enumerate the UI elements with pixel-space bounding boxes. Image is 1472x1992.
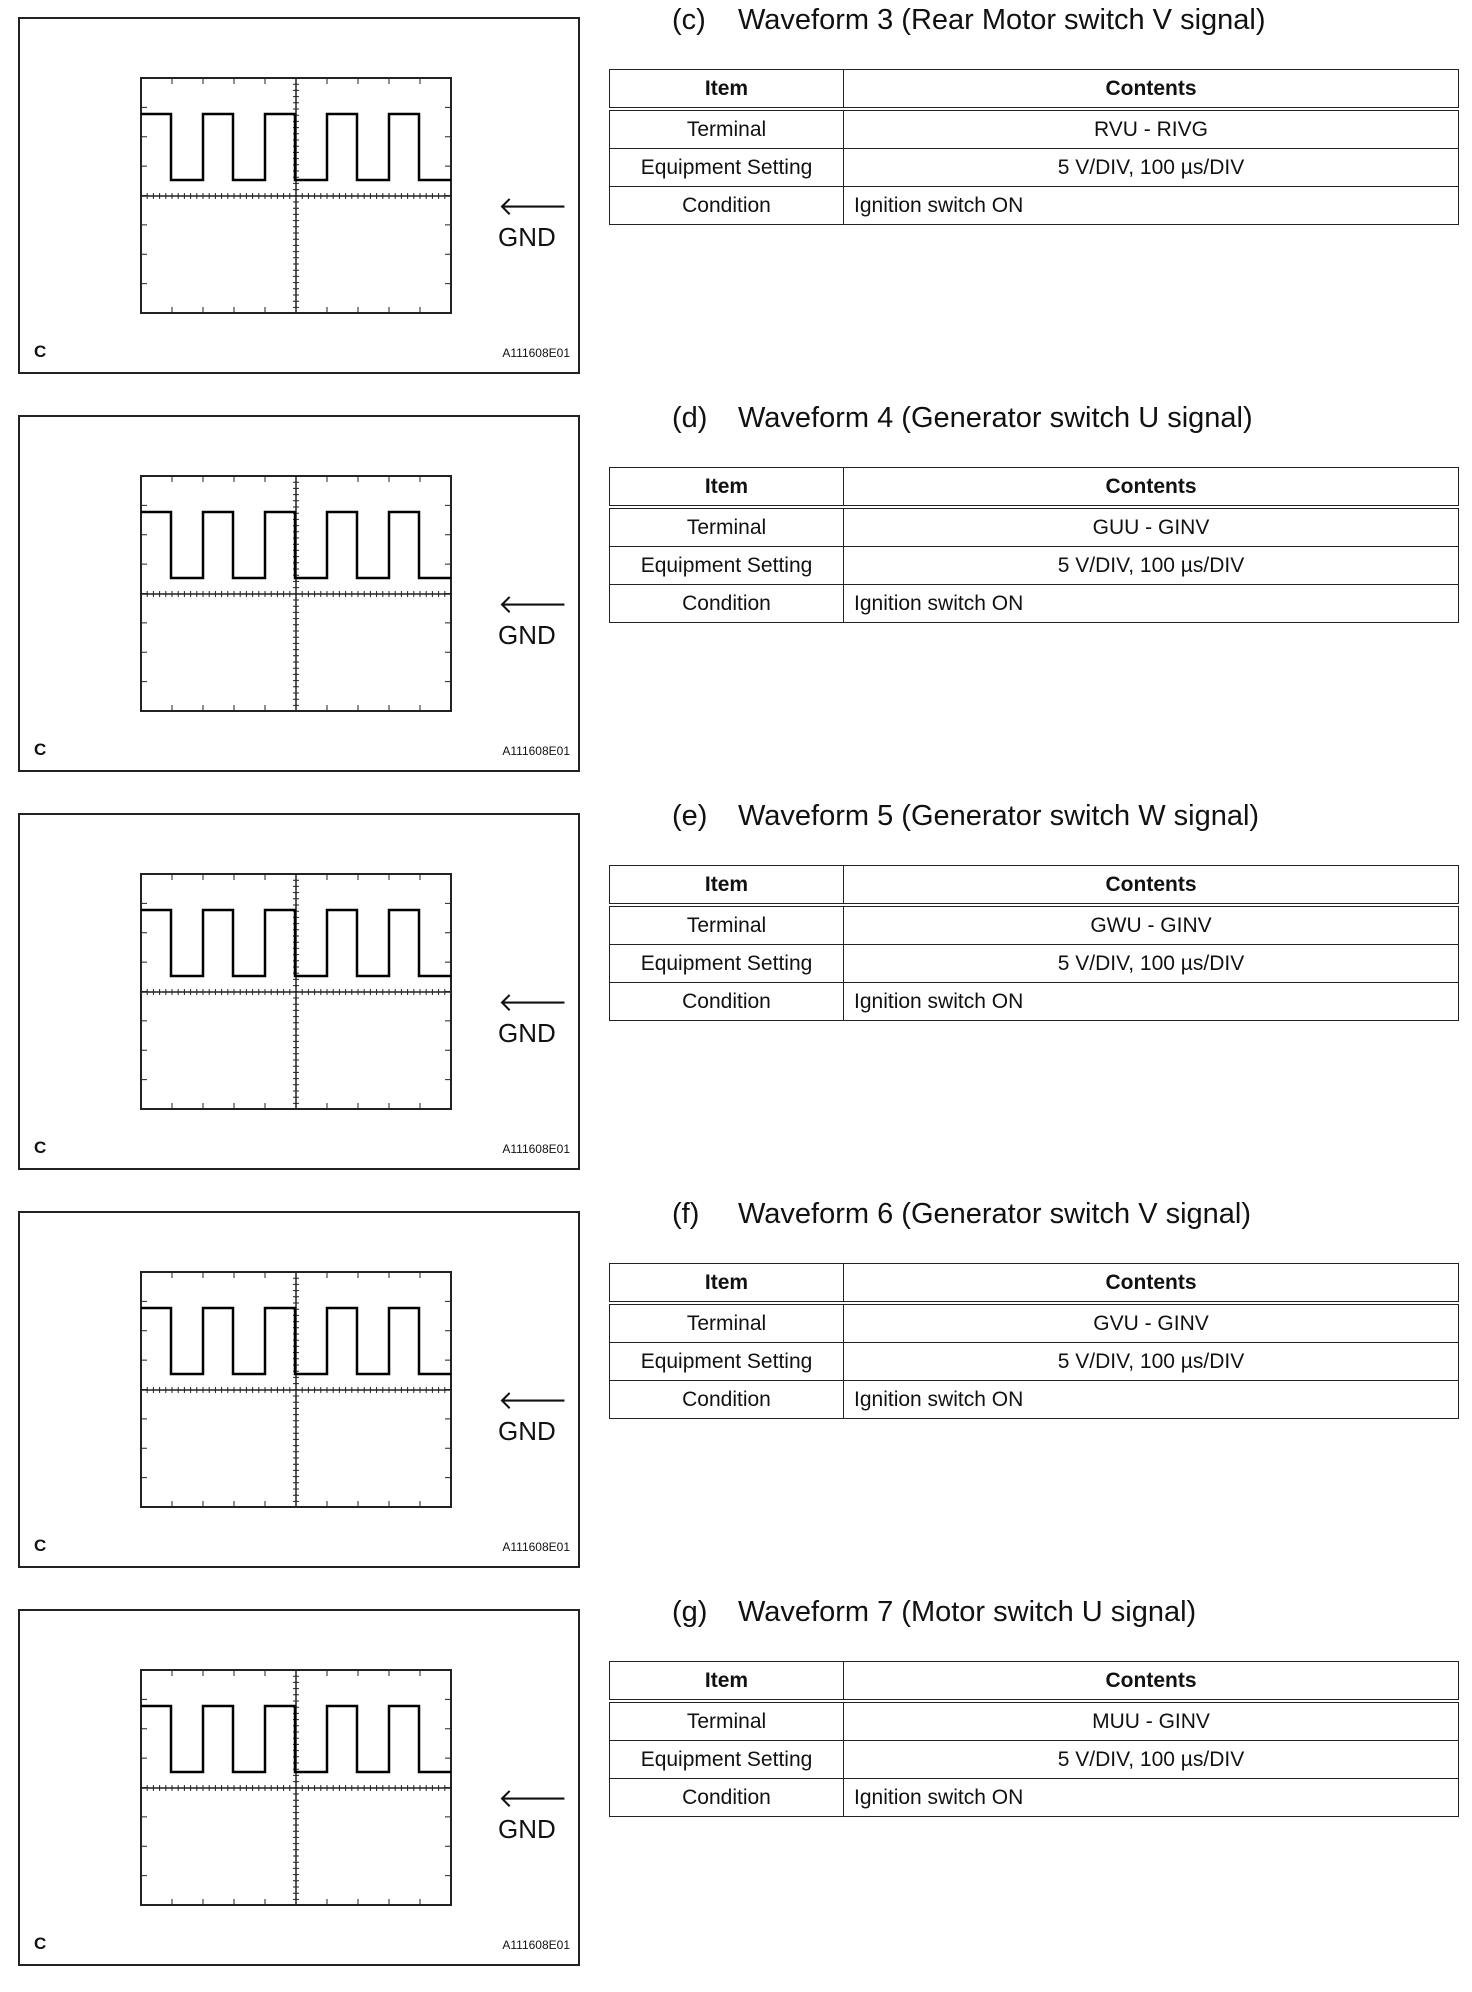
table-header-row <box>610 866 1459 906</box>
oscilloscope-figure <box>18 415 580 772</box>
row-item: Terminal <box>610 1701 844 1741</box>
table-row <box>610 1303 1459 1343</box>
waveform-section <box>0 1592 1472 1992</box>
section-letter: (e) <box>672 800 708 832</box>
row-item: Equipment Setting <box>610 945 844 983</box>
row-contents: 5 V/DIV, 100 µs/DIV <box>844 547 1459 585</box>
row-item: Terminal <box>610 109 844 149</box>
info-table <box>609 1263 1459 1419</box>
table-row <box>610 547 1459 585</box>
row-contents: 5 V/DIV, 100 µs/DIV <box>844 149 1459 187</box>
header-contents: Contents <box>844 70 1459 110</box>
table-row <box>610 187 1459 225</box>
table-row <box>610 149 1459 187</box>
oscilloscope-screen <box>20 19 578 372</box>
header-contents: Contents <box>844 1662 1459 1702</box>
table-header-row <box>610 1264 1459 1304</box>
table-row <box>610 1381 1459 1419</box>
header-item: Item <box>610 70 844 110</box>
table-row <box>610 1741 1459 1779</box>
gnd-label: GND <box>498 620 556 650</box>
table-row <box>610 1701 1459 1741</box>
section-heading <box>672 4 1266 37</box>
waveform-section <box>0 796 1472 1196</box>
section-letter: (f) <box>672 1198 700 1230</box>
gnd-label: GND <box>498 1416 556 1446</box>
table-row <box>610 945 1459 983</box>
row-contents: GVU - GINV <box>844 1303 1459 1343</box>
section-heading <box>672 402 1253 435</box>
row-contents: Ignition switch ON <box>844 585 1459 623</box>
info-table <box>609 865 1459 1021</box>
row-contents: Ignition switch ON <box>844 187 1459 225</box>
table-header-row <box>610 468 1459 508</box>
waveform-section <box>0 1194 1472 1594</box>
oscilloscope-screen <box>20 1213 578 1566</box>
header-contents: Contents <box>844 468 1459 508</box>
section-title: Waveform 5 (Generator switch W signal) <box>738 800 1260 832</box>
oscilloscope-figure <box>18 813 580 1170</box>
figure-corner-label: C <box>34 1138 47 1157</box>
row-contents: Ignition switch ON <box>844 983 1459 1021</box>
waveform-section <box>0 0 1472 400</box>
figure-code: A111608E01 <box>502 1938 570 1952</box>
figure-corner-label: C <box>34 1536 47 1555</box>
gnd-label: GND <box>498 1814 556 1844</box>
gnd-arrow-icon: 🡐 <box>498 1385 568 1415</box>
figure-corner-label: C <box>34 342 47 361</box>
section-heading <box>672 800 1259 833</box>
section-letter: (c) <box>672 4 706 36</box>
figure-code: A111608E01 <box>502 1142 570 1156</box>
section-heading <box>672 1596 1196 1629</box>
row-contents: GWU - GINV <box>844 905 1459 945</box>
square-waveform <box>141 1706 451 1772</box>
oscilloscope-screen <box>20 815 578 1168</box>
table-row <box>610 507 1459 547</box>
section-title: Waveform 7 (Motor switch U signal) <box>738 1596 1197 1628</box>
row-item: Condition <box>610 983 844 1021</box>
row-contents: 5 V/DIV, 100 µs/DIV <box>844 1343 1459 1381</box>
table-row <box>610 1779 1459 1817</box>
table-header-row <box>610 1662 1459 1702</box>
info-table <box>609 1661 1459 1817</box>
gnd-arrow-icon: 🡐 <box>498 987 568 1017</box>
square-waveform <box>141 1308 451 1374</box>
figure-code: A111608E01 <box>502 346 570 360</box>
table-row <box>610 109 1459 149</box>
row-contents: MUU - GINV <box>844 1701 1459 1741</box>
row-contents: Ignition switch ON <box>844 1779 1459 1817</box>
section-letter: (g) <box>672 1596 708 1628</box>
section-title: Waveform 6 (Generator switch V signal) <box>738 1198 1252 1230</box>
header-item: Item <box>610 866 844 906</box>
figure-code: A111608E01 <box>502 744 570 758</box>
row-item: Terminal <box>610 1303 844 1343</box>
row-contents: 5 V/DIV, 100 µs/DIV <box>844 1741 1459 1779</box>
gnd-label: GND <box>498 222 556 252</box>
row-item: Condition <box>610 187 844 225</box>
square-waveform <box>141 114 451 180</box>
header-contents: Contents <box>844 1264 1459 1304</box>
oscilloscope-screen <box>20 1611 578 1964</box>
table-row <box>610 983 1459 1021</box>
section-title: Waveform 3 (Rear Motor switch V signal) <box>738 4 1266 36</box>
square-waveform <box>141 512 451 578</box>
row-contents: RVU - RIVG <box>844 109 1459 149</box>
section-letter: (d) <box>672 402 708 434</box>
row-contents: Ignition switch ON <box>844 1381 1459 1419</box>
row-item: Terminal <box>610 905 844 945</box>
row-item: Condition <box>610 1779 844 1817</box>
gnd-arrow-icon: 🡐 <box>498 589 568 619</box>
oscilloscope-screen <box>20 417 578 770</box>
row-item: Condition <box>610 585 844 623</box>
table-row <box>610 905 1459 945</box>
info-table <box>609 69 1459 225</box>
figure-corner-label: C <box>34 1934 47 1953</box>
table-row <box>610 585 1459 623</box>
row-contents: 5 V/DIV, 100 µs/DIV <box>844 945 1459 983</box>
gnd-arrow-icon: 🡐 <box>498 1783 568 1813</box>
row-item: Terminal <box>610 507 844 547</box>
header-item: Item <box>610 1662 844 1702</box>
figure-corner-label: C <box>34 740 47 759</box>
oscilloscope-figure <box>18 1211 580 1568</box>
section-title: Waveform 4 (Generator switch U signal) <box>738 402 1253 434</box>
header-contents: Contents <box>844 866 1459 906</box>
square-waveform <box>141 910 451 976</box>
table-row <box>610 1343 1459 1381</box>
waveform-section <box>0 398 1472 798</box>
row-item: Condition <box>610 1381 844 1419</box>
header-item: Item <box>610 468 844 508</box>
oscilloscope-figure <box>18 17 580 374</box>
header-item: Item <box>610 1264 844 1304</box>
section-heading <box>672 1198 1251 1231</box>
row-contents: GUU - GINV <box>844 507 1459 547</box>
info-table <box>609 467 1459 623</box>
row-item: Equipment Setting <box>610 547 844 585</box>
row-item: Equipment Setting <box>610 149 844 187</box>
figure-code: A111608E01 <box>502 1540 570 1554</box>
table-header-row <box>610 70 1459 110</box>
gnd-label: GND <box>498 1018 556 1048</box>
row-item: Equipment Setting <box>610 1741 844 1779</box>
oscilloscope-figure <box>18 1609 580 1966</box>
row-item: Equipment Setting <box>610 1343 844 1381</box>
gnd-arrow-icon: 🡐 <box>498 191 568 221</box>
